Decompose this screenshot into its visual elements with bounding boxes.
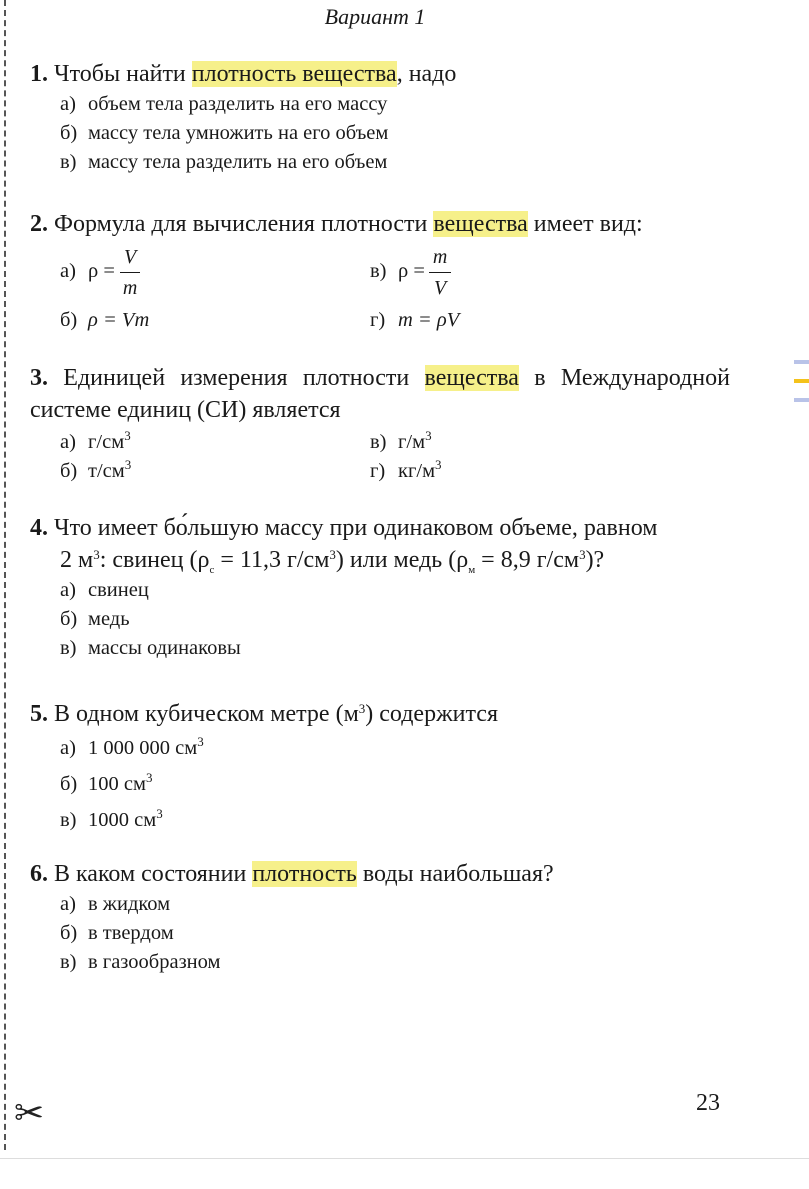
variant-title: Вариант 1 bbox=[324, 4, 426, 29]
page-number: 23 bbox=[696, 1090, 720, 1116]
side-mark-blue bbox=[794, 360, 809, 364]
question-3 bbox=[30, 362, 730, 492]
option-b: б) $т/см^3$ bbox=[60, 457, 132, 482]
question-text: 1. Чтобы найти плотность вещества, надо bbox=[30, 61, 457, 87]
option-v: в) в газообразном bbox=[60, 951, 221, 973]
option-a: а) ρ = $\frac{V}{m}$ bbox=[30, 246, 141, 299]
highlighted-term: вещества bbox=[433, 211, 528, 237]
option-v: в) 1000 $см^3$ bbox=[60, 806, 163, 831]
option-b: б) ρ = Vm bbox=[60, 309, 150, 331]
question-4 bbox=[30, 512, 730, 663]
question-1 bbox=[30, 58, 730, 177]
option-v: в) ρ = $\frac{m}{V}$ bbox=[340, 246, 451, 299]
option-a: а) свинец bbox=[60, 579, 149, 601]
option-v: в) $г/м^3$ bbox=[370, 428, 432, 453]
option-v: в) массу тела разделить на его объем bbox=[60, 151, 388, 173]
question-2 bbox=[30, 208, 730, 340]
option-b: б) медь bbox=[60, 608, 130, 630]
option-a: а) объем тела разделить на его массу bbox=[60, 93, 388, 115]
scissors-icon: ✂ bbox=[14, 1093, 45, 1134]
question-text: 3. Единицей измерения плотности вещества в Международной системе единиц (СИ) является bbox=[30, 365, 730, 423]
question-text: 2. Формула для вычисления плотности вещества имеет вид: bbox=[30, 211, 643, 237]
side-mark-blue bbox=[794, 398, 809, 402]
fraction: $\frac{m}{V}$ bbox=[429, 246, 451, 299]
question-6 bbox=[30, 858, 730, 977]
footer-divider bbox=[0, 1158, 809, 1159]
highlighted-term: плотность bbox=[252, 861, 357, 887]
question-text: 4. Что имеет бо́льшую массу при одинаковом объеме, равном 2 $м^3$: свинец ($\rho_с = 11,3$ $г/см^3$) или медь ($\rho_м = 8,9$ $г/см^3$)? bbox=[30, 515, 658, 576]
option-b: б) в твердом bbox=[60, 922, 174, 944]
cut-line bbox=[4, 0, 6, 1150]
question-text: 6. В каком состоянии плотность воды наибольшая? bbox=[30, 861, 554, 887]
option-a: а) $г/см^3$ bbox=[60, 428, 131, 453]
option-g: г) $кг/м^3$ bbox=[370, 457, 442, 482]
option-g: г) m = ρV bbox=[370, 309, 460, 331]
question-text: 5. В одном кубическом метре $(м^3)$ содержится bbox=[30, 701, 498, 727]
option-a: а) в жидком bbox=[60, 893, 171, 915]
option-v: в) массы одинаковы bbox=[60, 637, 241, 659]
highlighted-term: вещества bbox=[424, 365, 519, 391]
option-b: б) массу тела умножить на его объем bbox=[60, 122, 389, 144]
option-b: б) 100 $см^3$ bbox=[60, 770, 153, 795]
side-mark-yellow bbox=[794, 379, 809, 383]
fraction: $\frac{V}{m}$ bbox=[119, 246, 141, 299]
highlighted-term: плотность вещества bbox=[191, 61, 397, 87]
option-a: а) 1 000 000 $см^3$ bbox=[60, 734, 204, 759]
question-5 bbox=[30, 698, 730, 838]
